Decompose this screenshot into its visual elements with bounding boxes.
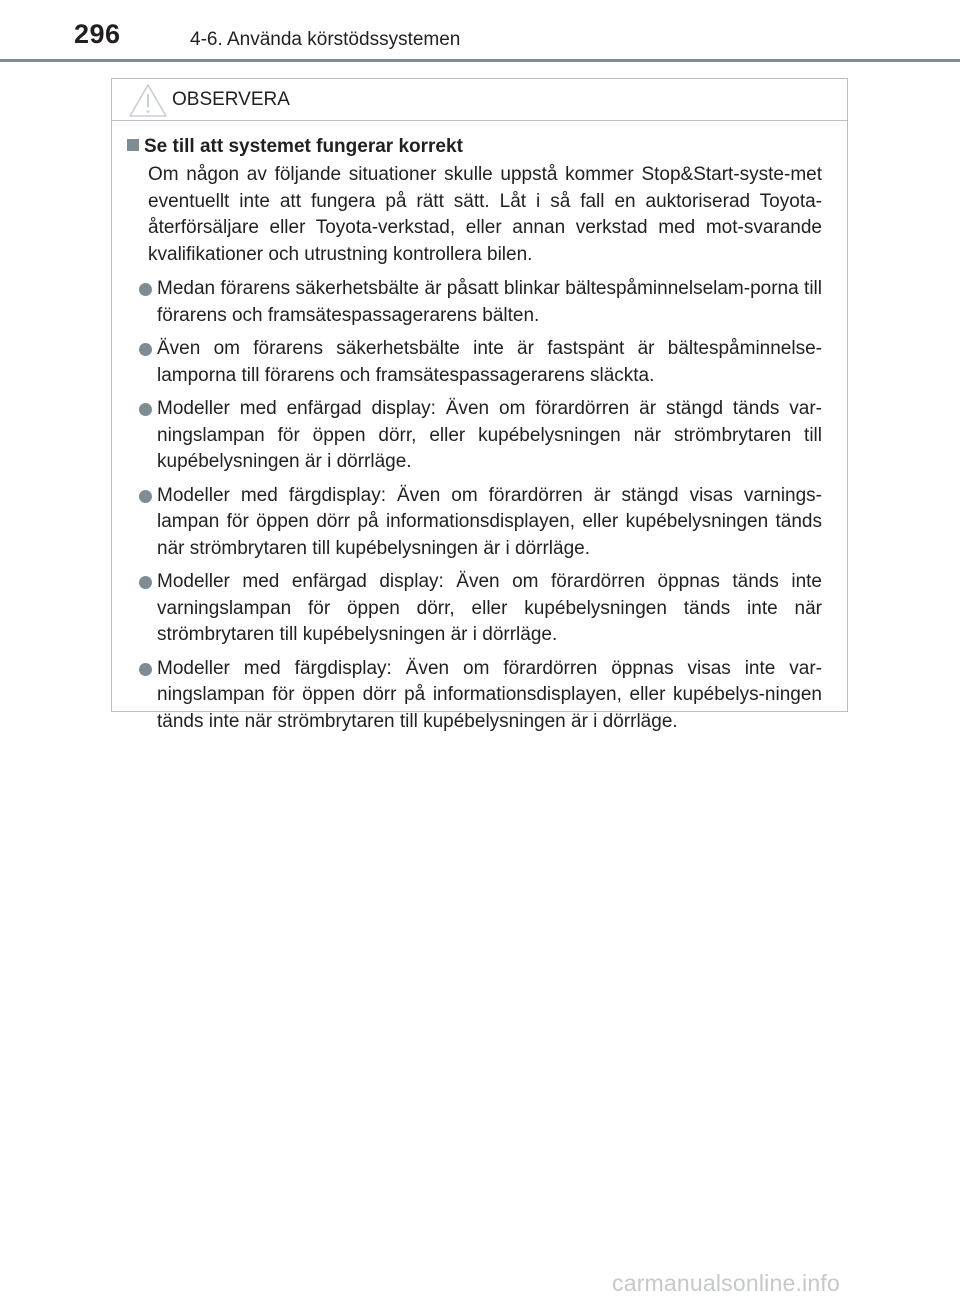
square-bullet-icon (127, 139, 139, 151)
list-item-text: Modeller med färgdisplay: Även om förardörren öppnas visas inte var-ningslampan för öppen dörr på informationsdisplayen, eller kupébelys-ningen tänds inte när strömbrytaren till kupébelysningen är i dörrläge. (157, 657, 822, 732)
caution-box (111, 78, 848, 732)
bullet-dot-icon (139, 576, 152, 589)
section-title: 4-6. Använda körstödssystemen (190, 29, 461, 50)
list-item (157, 569, 822, 649)
list-item-text: Medan förarens säkerhetsbälte är påsatt blinkar bältespåminnelselam-porna till förarens och framsätespassagerarens bälten. (157, 278, 822, 326)
caution-label: OBSERVERA (172, 89, 290, 110)
list-item (157, 656, 822, 736)
list-item (157, 276, 822, 329)
list-item-text: Modeller med enfärgad display: Även om förardörren öppnas tänds inte varningslampan för öppen dörr, eller kupébelysningen tänds inte när strömbrytaren till kupébelysningen är i dörrläge. (157, 571, 822, 645)
list-item (157, 396, 822, 476)
list-item-text: Modeller med enfärgad display: Även om förardörren är stängd tänds var-ningslampan för öppen dörr, eller kupébelysningen när strömbrytaren till kupébelysningen är i dörrläge. (157, 398, 822, 472)
page-header (0, 0, 960, 60)
caution-header (112, 79, 847, 121)
bullet-dot-icon (139, 663, 152, 676)
list-item-text: Modeller med färgdisplay: Även om förardörren är stängd visas varnings-lampan för öppen dörr på informationsdisplayen, eller kupébelysningen tänds när strömbrytaren till kupébelysningen är i dörrläge. (157, 484, 822, 559)
list-item (157, 483, 822, 563)
section-heading (127, 134, 847, 160)
list-item-text: Även om förarens säkerhetsbälte inte är fastspänt är bältespåminnelse-lamporna till förarens och framsätespassagerarens släckta. (157, 338, 822, 386)
intro-paragraph: Om någon av följande situationer skulle uppstå kommer Stop&Start-syste-met eventuellt inte att fungera på rätt sätt. Låt i så fall en auktoriserad Toyota-återförsäljare eller Toyota-verkstad, eller annan verkstad med mot-svarande kvalifikationer och utrustning kontrollera bilen. (148, 164, 822, 265)
warning-triangle-icon (128, 83, 168, 118)
bullet-dot-icon (139, 283, 152, 296)
bullet-dot-icon (139, 490, 152, 503)
page-number: 296 (74, 19, 121, 49)
bullet-dot-icon (139, 343, 152, 356)
header-divider (0, 59, 960, 62)
bullet-dot-icon (139, 403, 152, 416)
section-heading-text: Se till att systemet fungerar korrekt (144, 136, 463, 157)
watermark: carmanualsonline.info (612, 1270, 840, 1296)
list-item (157, 336, 822, 389)
caution-body (112, 134, 847, 742)
condition-list (112, 276, 847, 735)
